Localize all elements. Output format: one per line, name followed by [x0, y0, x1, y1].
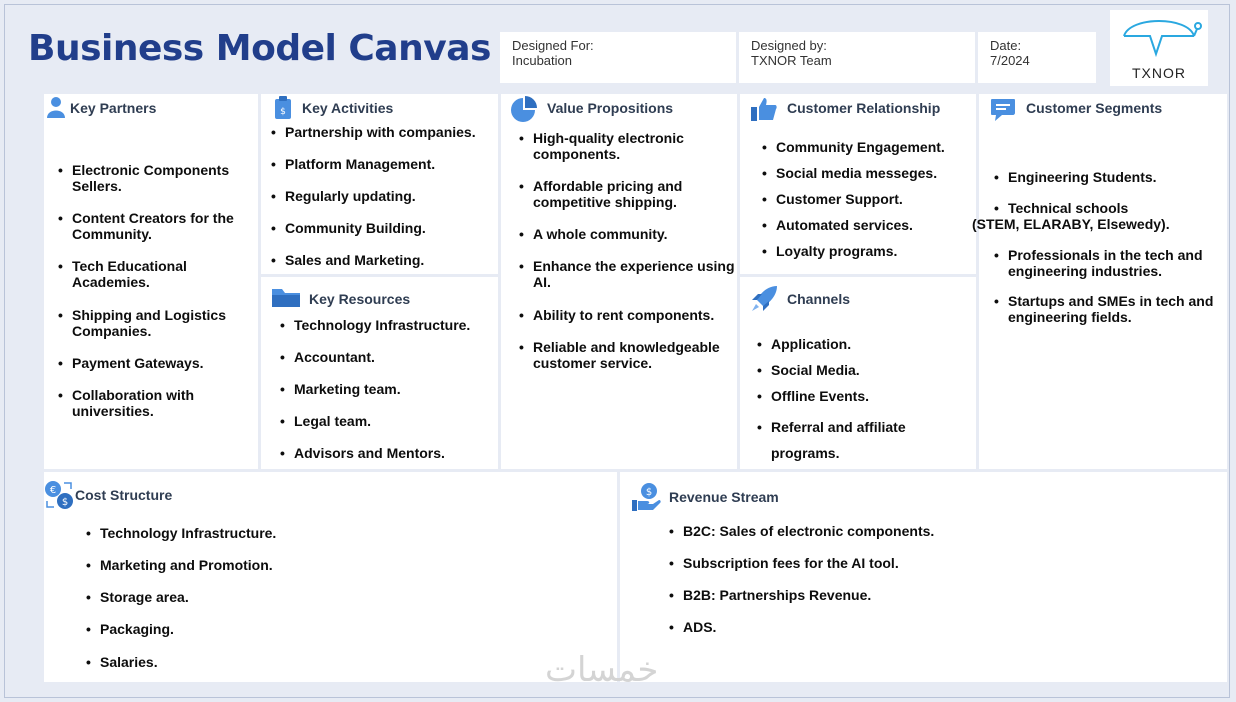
value-propositions-card	[501, 94, 737, 469]
folder-icon	[271, 286, 301, 308]
designed-for-label: Designed For:	[512, 38, 594, 53]
designed-by-box	[739, 32, 975, 83]
hand-coin-icon	[631, 482, 661, 512]
date-box	[978, 32, 1096, 83]
list-item: • Social Media.	[757, 362, 953, 378]
rocket-icon	[750, 285, 778, 313]
svg-text:$: $	[61, 497, 69, 508]
cost-structure-card	[44, 472, 617, 682]
list-item: • Enhance the experience using AI.	[519, 258, 737, 290]
chat-bubble-icon	[990, 98, 1016, 122]
revenue-stream-title: Revenue Stream	[669, 489, 779, 505]
txnor-logo	[1110, 10, 1208, 86]
cost-structure-list	[86, 525, 586, 670]
key-resources-list	[280, 317, 498, 461]
list-item: • Offline Events.	[757, 388, 953, 404]
key-activities-card	[261, 94, 498, 274]
list-item: • Automated services.	[762, 217, 976, 233]
currency-exchange-icon	[44, 480, 74, 510]
key-partners-card	[44, 94, 258, 469]
list-item: • Social media messeges.	[762, 165, 976, 181]
key-partners-list	[58, 162, 256, 419]
designed-by-value: TXNOR Team	[751, 53, 832, 68]
list-item: • Reliable and knowledgeable customer service.	[519, 339, 737, 371]
list-item: • Community Engagement.	[762, 139, 976, 155]
watermark: خمسات	[545, 650, 659, 690]
list-item: • Engineering Students.	[994, 169, 1227, 185]
list-item: • Collaboration with universities.	[58, 387, 256, 419]
list-item: • Accountant.	[280, 349, 498, 365]
txnor-logo-mark	[1110, 10, 1208, 70]
clipboard-icon	[274, 96, 292, 120]
key-resources-card	[261, 277, 498, 469]
list-item: • Regularly updating.	[271, 188, 498, 204]
list-item: • Tech Educational Academies.	[58, 258, 256, 290]
channels-card	[740, 277, 976, 469]
designed-for-box	[500, 32, 736, 83]
channels-list	[757, 336, 953, 466]
list-item: • Advisors and Mentors.	[280, 445, 498, 461]
list-item: • Marketing team.	[280, 381, 498, 397]
value-propositions-list	[519, 130, 737, 371]
list-item-continuation: (STEM, ELARABY, Elsewedy).	[972, 216, 1170, 232]
list-item: • Customer Support.	[762, 191, 976, 207]
svg-text:€: €	[49, 485, 57, 496]
key-resources-title: Key Resources	[309, 291, 411, 307]
list-item: • Loyalty programs.	[762, 243, 976, 259]
list-item: • High-quality electronic components.	[519, 130, 737, 162]
key-activities-title: Key Activities	[302, 100, 394, 116]
list-item: • Content Creators for the Community.	[58, 210, 256, 242]
customer-relationship-title: Customer Relationship	[787, 100, 941, 116]
designed-by-label: Designed by:	[751, 38, 827, 53]
list-item: • Technical schools	[994, 200, 1227, 216]
customer-relationship-list	[762, 139, 976, 259]
value-propositions-title: Value Propositions	[547, 100, 674, 116]
date-value: 7/2024	[990, 53, 1030, 68]
list-item: • ADS.	[669, 619, 1209, 635]
list-item: • Marketing and Promotion.	[86, 557, 586, 573]
list-item: • Legal team.	[280, 413, 498, 429]
list-item: • Startups and SMEs in tech and engineering fields.	[994, 293, 1227, 325]
list-item: • A whole community.	[519, 226, 737, 242]
list-item: • Sales and Marketing.	[271, 252, 498, 268]
customer-relationship-card	[740, 94, 976, 274]
list-item: • B2B: Partnerships Revenue.	[669, 587, 1209, 603]
list-item: • Packaging.	[86, 621, 586, 637]
list-item: • Ability to rent components.	[519, 307, 737, 323]
revenue-stream-list	[669, 523, 1209, 635]
person-icon	[46, 96, 66, 118]
list-item: • Professionals in the tech and engineering industries.	[994, 247, 1227, 279]
list-item: • Referral and affiliate programs.	[757, 414, 953, 466]
list-item: • Partnership with companies.	[271, 124, 498, 140]
svg-text:$: $	[645, 487, 653, 498]
designed-for-value: Incubation	[512, 53, 572, 68]
thumbs-up-icon	[750, 96, 778, 122]
logo-text: TXNOR	[1132, 65, 1186, 81]
list-item: • Shipping and Logistics Companies.	[58, 307, 256, 339]
revenue-stream-card	[620, 472, 1227, 682]
key-partners-title: Key Partners	[70, 100, 157, 116]
customer-segments-card	[972, 94, 1227, 469]
list-item: • Electronic Components Sellers.	[58, 162, 256, 194]
pie-chart-icon	[511, 96, 537, 122]
page-title: Business Model Canvas	[28, 28, 491, 69]
list-item: • Platform Management.	[271, 156, 498, 172]
list-item: • Affordable pricing and competitive shipping.	[519, 178, 737, 210]
channels-title: Channels	[787, 291, 851, 307]
list-item: • B2C: Sales of electronic components.	[669, 523, 1209, 539]
list-item: • Application.	[757, 336, 953, 352]
customer-segments-title: Customer Segments	[1026, 100, 1163, 116]
list-item: • Storage area.	[86, 589, 586, 605]
list-item: • Payment Gateways.	[58, 355, 256, 371]
list-item: • Technology Infrastructure.	[86, 525, 586, 541]
svg-text:$: $	[280, 107, 286, 117]
list-item: • Community Building.	[271, 220, 498, 236]
date-label: Date:	[990, 38, 1022, 53]
customer-segments-list	[972, 169, 1227, 325]
key-activities-list	[271, 124, 498, 268]
cost-structure-title: Cost Structure	[75, 487, 173, 503]
list-item: • Salaries.	[86, 654, 586, 670]
list-item: • Subscription fees for the AI tool.	[669, 555, 1209, 571]
list-item: • Technology Infrastructure.	[280, 317, 498, 333]
